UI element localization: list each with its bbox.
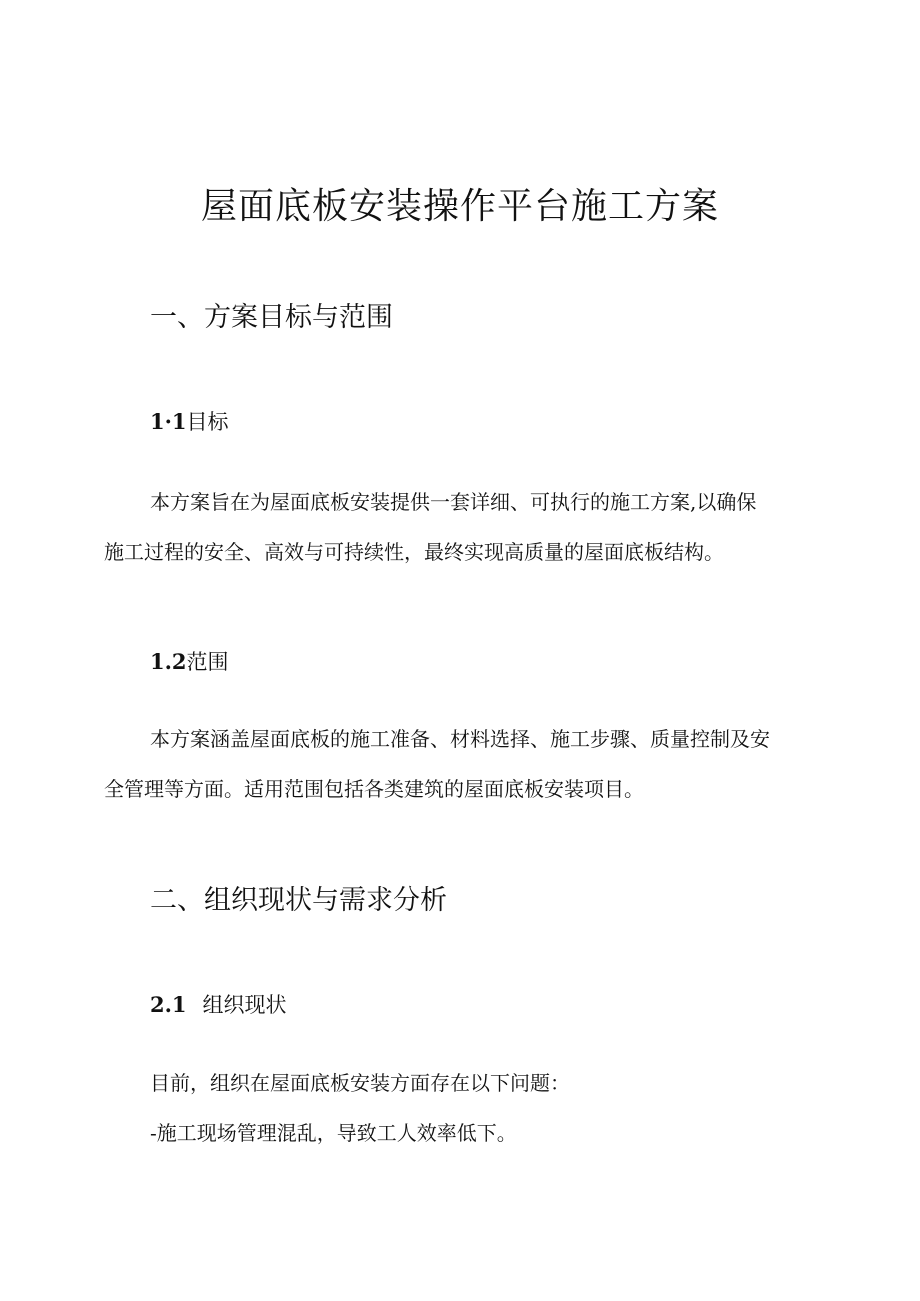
subsection-1-2-number: 1.2 (150, 649, 187, 674)
subsection-2-1-intro: 目前，组织在屋面底板安装方面存在以下问题： (150, 1071, 570, 1095)
subsection-1-2-paragraph (104, 714, 820, 814)
subsection-2-1-label: 组织现状 (202, 993, 287, 1017)
paragraph-line: 本方案旨在为屋面底板安装提供一套详细、可执行的施工方案,以确保 (150, 490, 757, 514)
subsection-1-1-number: 1·1 (150, 409, 187, 434)
subsection-1-2-heading (150, 646, 229, 676)
subsection-2-1-number: 2.1 (150, 992, 187, 1017)
subsection-1-2-label: 范围 (186, 650, 229, 674)
paragraph-line: 施工过程的安全、高效与可持续性，最终实现高质量的屋面底板结构。 (104, 540, 724, 564)
document-title: 屋面底板安装操作平台施工方案 (200, 186, 719, 227)
section-2-heading: 二、组织现状与需求分析 (150, 885, 447, 916)
subsection-2-1-heading (150, 989, 287, 1019)
subsection-1-1-label: 目标 (186, 410, 229, 434)
subsection-1-1-paragraph (104, 477, 820, 577)
subsection-2-1-list-item: -施工现场管理混乱，导致工人效率低下。 (150, 1121, 517, 1145)
subsection-1-1-heading (150, 406, 229, 436)
paragraph-line: 本方案涵盖屋面底板的施工准备、材料选择、施工步骤、质量控制及安 (150, 727, 770, 751)
section-1-heading: 一、方案目标与范围 (150, 302, 393, 333)
paragraph-line: 全管理等方面。适用范围包括各类建筑的屋面底板安装项目。 (104, 777, 644, 801)
